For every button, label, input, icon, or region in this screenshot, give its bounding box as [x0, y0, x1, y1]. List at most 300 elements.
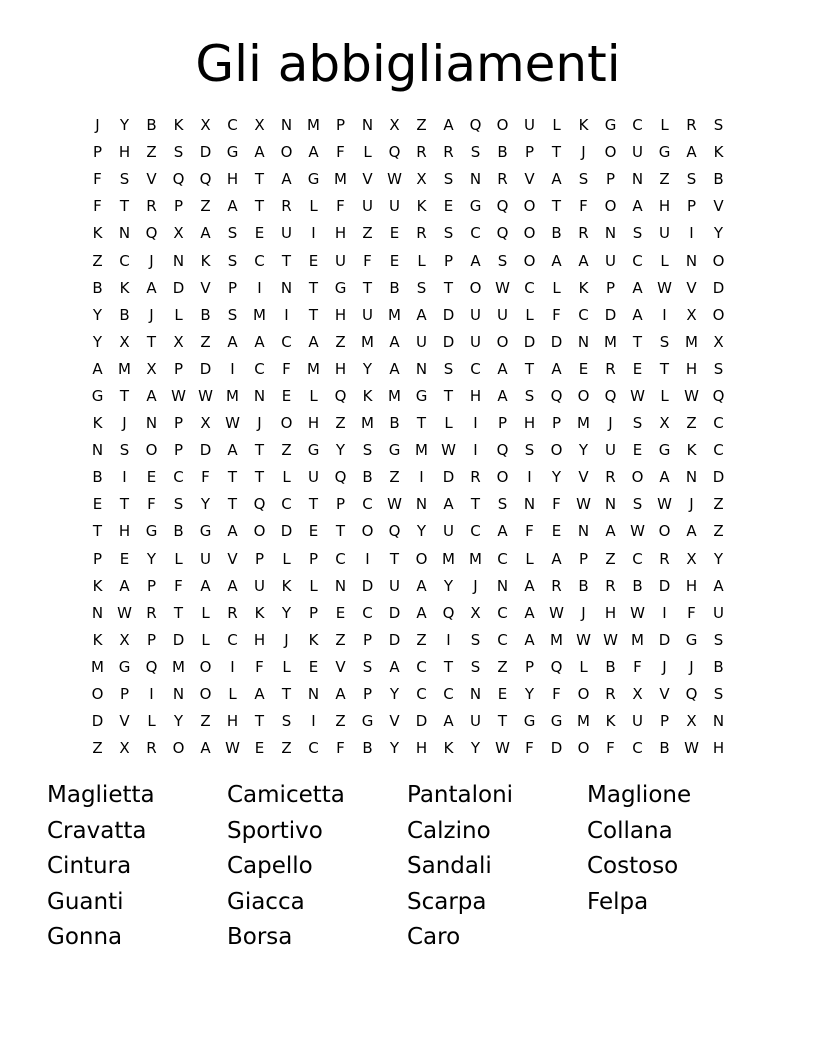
grid-letter: U: [416, 332, 427, 351]
grid-letter: K: [362, 386, 373, 405]
grid-letter: E: [551, 522, 562, 541]
grid-letter: O: [604, 197, 617, 216]
grid-letter: F: [147, 495, 156, 514]
grid-letter: Q: [172, 170, 185, 189]
grid-letter: U: [200, 549, 211, 568]
grid-letter: V: [200, 278, 211, 297]
grid-letter: E: [632, 359, 643, 378]
grid-letter: T: [389, 549, 400, 568]
grid-row: [84, 220, 732, 247]
grid-letter: Z: [362, 224, 373, 243]
grid-letter: W: [630, 386, 645, 405]
grid-letter: C: [443, 685, 454, 704]
grid-letter: F: [606, 739, 615, 758]
grid-letter: X: [632, 685, 643, 704]
grid-letter: Z: [497, 657, 508, 676]
grid-letter: Y: [92, 332, 103, 351]
grid-letter: B: [362, 468, 373, 487]
grid-letter: Q: [334, 386, 347, 405]
grid-letter: A: [686, 522, 697, 541]
grid-letter: S: [497, 495, 508, 514]
grid-letter: C: [497, 630, 508, 649]
grid-letter: T: [92, 522, 103, 541]
grid-letter: A: [497, 522, 508, 541]
grid-letter: Z: [200, 332, 211, 351]
grid-letter: M: [226, 386, 239, 405]
grid-letter: D: [550, 332, 563, 351]
grid-letter: T: [443, 386, 454, 405]
grid-letter: S: [632, 495, 643, 514]
grid-letter: V: [686, 278, 697, 297]
grid-letter: L: [660, 251, 669, 270]
grid-letter: A: [659, 468, 670, 487]
grid-letter: C: [632, 549, 643, 568]
grid-letter: S: [713, 359, 724, 378]
grid-letter: J: [149, 251, 154, 270]
grid-letter: M: [388, 305, 401, 324]
grid-letter: U: [362, 305, 373, 324]
grid-letter: A: [578, 251, 589, 270]
grid-letter: M: [334, 170, 347, 189]
grid-letter: P: [335, 116, 346, 135]
grid-letter: C: [119, 251, 130, 270]
grid-letter: K: [173, 116, 184, 135]
grid-letter: A: [281, 170, 292, 189]
grid-letter: D: [388, 630, 401, 649]
grid-letter: L: [282, 549, 291, 568]
grid-letter: Z: [335, 712, 346, 731]
grid-letter: K: [92, 630, 103, 649]
grid-letter: L: [552, 116, 561, 135]
grid-letter: Q: [712, 386, 725, 405]
grid-letter: T: [551, 197, 562, 216]
grid-letter: S: [686, 170, 697, 189]
grid-letter: R: [605, 685, 616, 704]
grid-letter: Y: [470, 739, 481, 758]
grid-letter: G: [307, 170, 320, 189]
grid-letter: O: [712, 251, 725, 270]
grid-letter: V: [362, 170, 373, 189]
grid-letter: Z: [713, 522, 724, 541]
word-search-grid: [84, 112, 732, 762]
grid-letter: F: [282, 359, 291, 378]
grid-letter: B: [92, 468, 103, 487]
grid-letter: P: [362, 630, 373, 649]
grid-letter: Z: [416, 630, 427, 649]
grid-row: [84, 518, 732, 545]
grid-letter: Q: [496, 224, 509, 243]
grid-letter: I: [473, 441, 478, 460]
grid-letter: Q: [496, 441, 509, 460]
grid-letter: V: [524, 170, 535, 189]
grid-letter: T: [254, 441, 265, 460]
grid-letter: C: [497, 603, 508, 622]
grid-letter: A: [416, 305, 427, 324]
grid-letter: P: [254, 549, 265, 568]
grid-letter: T: [308, 278, 319, 297]
grid-letter: H: [685, 359, 698, 378]
grid-letter: D: [550, 739, 563, 758]
grid-letter: T: [173, 603, 184, 622]
grid-letter: I: [446, 630, 451, 649]
grid-letter: O: [496, 468, 509, 487]
grid-letter: V: [578, 468, 589, 487]
grid-letter: I: [284, 305, 289, 324]
grid-letter: L: [282, 468, 291, 487]
word-list: [47, 778, 767, 956]
grid-letter: Q: [442, 603, 455, 622]
grid-row: [84, 654, 732, 681]
grid-letter: F: [687, 603, 696, 622]
grid-letter: G: [118, 657, 131, 676]
grid-letter: D: [712, 468, 725, 487]
grid-letter: T: [254, 712, 265, 731]
grid-letter: L: [282, 657, 291, 676]
grid-letter: V: [713, 197, 724, 216]
grid-letter: W: [387, 170, 402, 189]
grid-letter: Q: [145, 224, 158, 243]
grid-letter: K: [281, 576, 292, 595]
grid-letter: T: [470, 495, 481, 514]
grid-letter: S: [227, 305, 238, 324]
grid-letter: U: [389, 197, 400, 216]
grid-letter: P: [524, 657, 535, 676]
grid-letter: A: [551, 251, 562, 270]
grid-letter: F: [255, 657, 264, 676]
grid-letter: K: [443, 739, 454, 758]
grid-row: [84, 275, 732, 302]
grid-letter: B: [713, 170, 724, 189]
grid-letter: S: [443, 224, 454, 243]
grid-letter: F: [93, 170, 102, 189]
grid-letter: Q: [469, 116, 482, 135]
grid-letter: F: [525, 522, 534, 541]
grid-letter: Y: [713, 224, 724, 243]
grid-letter: U: [713, 603, 724, 622]
grid-letter: E: [335, 603, 346, 622]
grid-letter: X: [254, 116, 265, 135]
grid-letter: O: [712, 305, 725, 324]
grid-letter: H: [415, 739, 428, 758]
grid-letter: O: [496, 332, 509, 351]
grid-letter: D: [604, 305, 617, 324]
grid-letter: O: [172, 739, 185, 758]
grid-letter: Q: [496, 197, 509, 216]
grid-letter: S: [713, 116, 724, 135]
grid-letter: N: [469, 685, 482, 704]
grid-letter: G: [226, 143, 239, 162]
grid-letter: H: [604, 603, 617, 622]
grid-letter: T: [119, 495, 130, 514]
grid-letter: T: [227, 495, 238, 514]
grid-letter: S: [227, 251, 238, 270]
grid-letter: J: [473, 576, 478, 595]
grid-letter: O: [577, 739, 590, 758]
word-list-item: Scarpa: [407, 888, 487, 915]
word-list-item: Maglietta: [47, 782, 155, 808]
grid-letter: H: [685, 576, 698, 595]
grid-letter: C: [416, 657, 427, 676]
grid-letter: N: [469, 170, 482, 189]
grid-letter: O: [658, 522, 671, 541]
word-list-item: Maglione: [587, 782, 692, 808]
grid-letter: Z: [281, 739, 292, 758]
grid-letter: C: [281, 495, 292, 514]
grid-letter: Z: [146, 143, 157, 162]
grid-letter: O: [631, 468, 644, 487]
grid-letter: I: [662, 603, 667, 622]
grid-letter: O: [253, 522, 266, 541]
grid-letter: C: [281, 332, 292, 351]
grid-letter: A: [686, 143, 697, 162]
grid-letter: H: [523, 414, 536, 433]
grid-letter: N: [280, 116, 293, 135]
grid-letter: A: [524, 603, 535, 622]
grid-letter: W: [657, 278, 672, 297]
grid-letter: E: [443, 197, 454, 216]
grid-letter: I: [419, 468, 424, 487]
grid-letter: W: [576, 630, 591, 649]
grid-letter: H: [226, 170, 239, 189]
grid-letter: G: [469, 197, 482, 216]
grid-letter: L: [363, 143, 372, 162]
grid-letter: I: [365, 549, 370, 568]
grid-letter: G: [91, 386, 104, 405]
grid-letter: F: [363, 251, 372, 270]
grid-letter: N: [280, 278, 293, 297]
grid-letter: K: [254, 603, 265, 622]
grid-letter: W: [657, 495, 672, 514]
grid-letter: F: [93, 197, 102, 216]
grid-letter: L: [660, 386, 669, 405]
grid-letter: N: [604, 224, 617, 243]
grid-letter: N: [523, 495, 536, 514]
grid-letter: J: [608, 414, 613, 433]
grid-letter: A: [92, 359, 103, 378]
grid-row: [84, 329, 732, 356]
grid-letter: O: [145, 441, 158, 460]
grid-letter: Z: [335, 630, 346, 649]
grid-row: [84, 112, 732, 139]
grid-letter: F: [552, 685, 561, 704]
grid-row: [84, 573, 732, 600]
word-list-item: Caro: [407, 924, 461, 951]
grid-letter: C: [713, 441, 724, 460]
grid-letter: Y: [281, 603, 292, 622]
grid-letter: Z: [659, 170, 670, 189]
grid-letter: L: [552, 278, 561, 297]
grid-letter: F: [336, 197, 345, 216]
grid-letter: C: [470, 224, 481, 243]
grid-letter: M: [91, 657, 104, 676]
grid-letter: M: [577, 712, 590, 731]
grid-letter: G: [523, 712, 536, 731]
grid-letter: L: [201, 603, 210, 622]
grid-letter: O: [523, 224, 536, 243]
grid-letter: R: [470, 468, 481, 487]
grid-letter: O: [496, 116, 509, 135]
grid-letter: B: [389, 414, 400, 433]
grid-letter: I: [662, 305, 667, 324]
grid-letter: Z: [281, 441, 292, 460]
grid-letter: L: [525, 305, 534, 324]
grid-letter: B: [92, 278, 103, 297]
grid-letter: X: [173, 224, 184, 243]
grid-letter: D: [712, 278, 725, 297]
grid-letter: N: [172, 251, 185, 270]
grid-letter: P: [146, 630, 157, 649]
grid-letter: A: [551, 170, 562, 189]
grid-letter: A: [551, 359, 562, 378]
grid-letter: R: [227, 603, 238, 622]
grid-letter: C: [254, 359, 265, 378]
grid-letter: N: [118, 224, 131, 243]
grid-letter: K: [713, 143, 724, 162]
word-list-item: Collana: [587, 817, 673, 844]
grid-letter: O: [280, 414, 293, 433]
grid-letter: C: [497, 549, 508, 568]
grid-letter: H: [334, 224, 347, 243]
grid-letter: T: [119, 197, 130, 216]
grid-letter: H: [469, 386, 482, 405]
grid-letter: T: [443, 278, 454, 297]
grid-letter: T: [281, 685, 292, 704]
grid-letter: C: [632, 251, 643, 270]
grid-letter: A: [605, 522, 616, 541]
grid-letter: R: [686, 116, 697, 135]
grid-letter: W: [117, 603, 132, 622]
grid-letter: X: [686, 549, 697, 568]
grid-letter: D: [199, 359, 212, 378]
grid-letter: X: [389, 116, 400, 135]
grid-letter: G: [550, 712, 563, 731]
grid-letter: Z: [416, 116, 427, 135]
grid-letter: U: [335, 251, 346, 270]
grid-letter: B: [632, 576, 643, 595]
grid-row: [84, 546, 732, 573]
grid-letter: B: [119, 305, 130, 324]
grid-letter: T: [497, 712, 508, 731]
grid-letter: X: [119, 332, 130, 351]
grid-row: [84, 627, 732, 654]
grid-letter: J: [689, 657, 694, 676]
grid-letter: S: [281, 712, 292, 731]
grid-letter: Y: [146, 549, 157, 568]
grid-letter: N: [334, 576, 347, 595]
grid-letter: C: [632, 116, 643, 135]
grid-letter: L: [174, 305, 183, 324]
grid-letter: S: [173, 143, 184, 162]
grid-letter: H: [226, 712, 239, 731]
grid-letter: P: [308, 603, 319, 622]
grid-letter: S: [524, 441, 535, 460]
grid-row: [84, 356, 732, 383]
grid-letter: R: [146, 603, 157, 622]
grid-letter: U: [254, 576, 265, 595]
grid-letter: Z: [713, 495, 724, 514]
grid-letter: Q: [388, 522, 401, 541]
grid-letter: H: [658, 197, 671, 216]
grid-letter: G: [145, 522, 158, 541]
grid-letter: S: [416, 278, 427, 297]
grid-letter: P: [686, 197, 697, 216]
grid-letter: M: [415, 441, 428, 460]
grid-letter: Z: [200, 712, 211, 731]
grid-letter: I: [311, 224, 316, 243]
grid-row: [84, 681, 732, 708]
grid-letter: I: [149, 685, 154, 704]
grid-letter: I: [122, 468, 127, 487]
grid-letter: T: [281, 251, 292, 270]
grid-letter: H: [118, 522, 131, 541]
grid-letter: D: [172, 278, 185, 297]
grid-letter: S: [632, 414, 643, 433]
grid-letter: R: [281, 197, 292, 216]
grid-row: [84, 383, 732, 410]
page-title: Gli abbigliamenti: [195, 35, 621, 93]
grid-letter: X: [470, 603, 481, 622]
grid-letter: P: [173, 197, 184, 216]
grid-letter: T: [362, 278, 373, 297]
grid-letter: O: [91, 685, 104, 704]
grid-letter: K: [578, 278, 589, 297]
grid-letter: M: [550, 630, 563, 649]
grid-letter: X: [686, 305, 697, 324]
grid-letter: R: [605, 468, 616, 487]
grid-letter: M: [685, 332, 698, 351]
grid-letter: L: [147, 712, 156, 731]
grid-letter: Q: [604, 386, 617, 405]
grid-letter: O: [523, 197, 536, 216]
grid-letter: F: [579, 197, 588, 216]
grid-letter: I: [527, 468, 532, 487]
grid-letter: G: [685, 630, 698, 649]
grid-letter: Y: [92, 305, 103, 324]
grid-letter: B: [713, 657, 724, 676]
grid-letter: E: [308, 522, 319, 541]
grid-letter: N: [685, 251, 698, 270]
grid-letter: W: [630, 603, 645, 622]
grid-letter: A: [389, 657, 400, 676]
grid-letter: A: [254, 685, 265, 704]
grid-letter: X: [200, 116, 211, 135]
grid-letter: E: [92, 495, 103, 514]
grid-letter: X: [200, 414, 211, 433]
grid-letter: M: [604, 332, 617, 351]
grid-letter: D: [199, 441, 212, 460]
grid-letter: F: [525, 739, 534, 758]
grid-letter: F: [174, 576, 183, 595]
grid-letter: N: [307, 685, 320, 704]
grid-letter: K: [92, 414, 103, 433]
grid-letter: L: [201, 630, 210, 649]
grid-letter: A: [632, 278, 643, 297]
grid-letter: S: [632, 224, 643, 243]
grid-letter: T: [524, 359, 535, 378]
grid-letter: N: [577, 522, 590, 541]
grid-letter: P: [173, 414, 184, 433]
grid-letter: V: [389, 712, 400, 731]
grid-letter: D: [658, 576, 671, 595]
grid-letter: P: [335, 495, 346, 514]
grid-letter: A: [551, 549, 562, 568]
grid-letter: Q: [145, 657, 158, 676]
grid-letter: D: [361, 576, 374, 595]
grid-letter: A: [227, 197, 238, 216]
grid-letter: Q: [253, 495, 266, 514]
grid-letter: A: [146, 386, 157, 405]
grid-letter: V: [659, 685, 670, 704]
